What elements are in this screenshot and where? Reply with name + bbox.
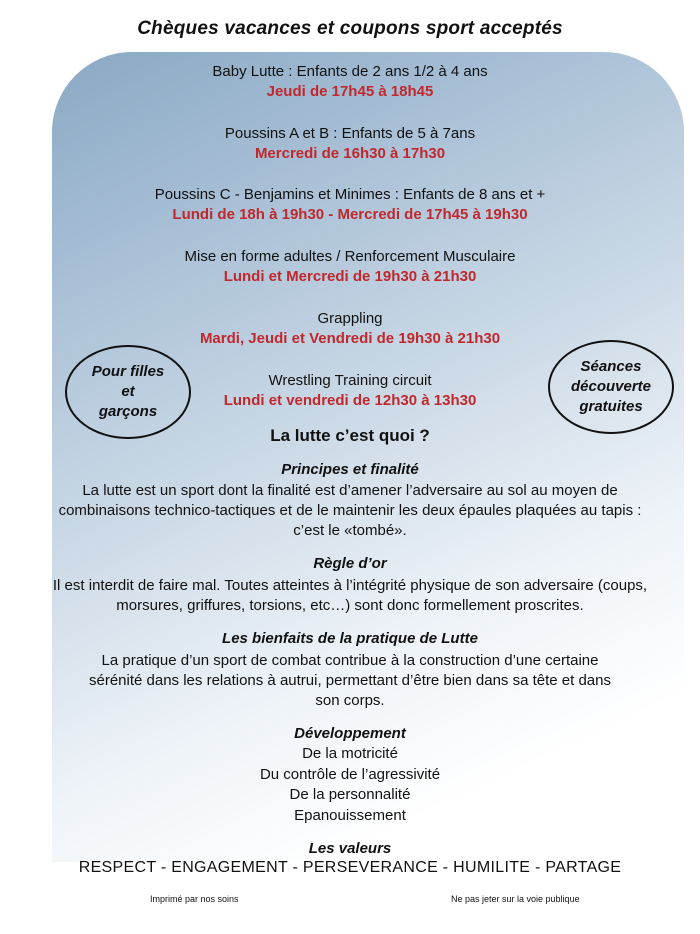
schedule-time: Lundi et Mercredi de 19h30 à 21h30: [223, 268, 477, 285]
footer-printed-note: Imprimé par nos soins: [150, 894, 239, 904]
schedule-item-adultes: [0, 247, 700, 287]
regle-text: Il est interdit de faire mal. Toutes atteintes à l’intégrité physique de son adversaire (coups, morsures, griffures, torsions, etc…) sont donc formellement proscrites.: [52, 577, 648, 614]
page-title: Chèques vacances et coupons sport acceptés: [137, 18, 563, 39]
schedule-time: Mardi, Jeudi et Vendredi de 19h30 à 21h30: [199, 330, 501, 347]
schedule-time: Mercredi de 16h30 à 17h30: [254, 145, 446, 162]
schedule-label: Grappling: [317, 310, 383, 327]
list-item: Du contrôle de l’agressivité: [259, 765, 441, 783]
schedule-label: Wrestling Training circuit: [268, 372, 432, 389]
schedule-item-poussins-ab: [0, 124, 700, 164]
bienfaits-title: Les bienfaits de la pratique de Lutte: [222, 630, 478, 647]
badge-text: Pour filles et garçons: [91, 363, 165, 420]
schedule-time: Lundi et vendredi de 12h30 à 13h30: [223, 392, 477, 409]
schedule-label: Poussins C - Benjamins et Minimes : Enfants de 8 ans et +: [154, 186, 546, 203]
valeurs-title: Les valeurs: [308, 840, 392, 857]
badge-text: Séances découverte gratuites: [570, 358, 652, 415]
list-item: De la personnalité: [289, 786, 411, 803]
section-heading: La lutte c’est quoi ?: [270, 426, 430, 445]
schedule-time: Lundi de 18h à 19h30 - Mercredi de 17h45 à 19h30: [172, 206, 528, 223]
list-item: De la motricité: [302, 745, 398, 762]
bienfaits-text: La pratique d’un sport de combat contribue à la construction d’une certaine sérénité dans les relations à autrui, permettant d’être bien dans sa tête et dans son corps.: [89, 652, 611, 709]
schedule-time: Jeudi de 17h45 à 18h45: [266, 83, 434, 100]
badge-filles-garcons: [65, 345, 191, 439]
principes-text: La lutte est un sport dont la finalité est d’amener l’adversaire au sol au moyen de combinaisons technico-tactiques et de le maintenir les deux épaules plaquées au tapis : c’est le «tombé».: [58, 482, 642, 539]
regle-title: Règle d’or: [313, 555, 387, 572]
schedule-label: Baby Lutte : Enfants de 2 ans 1/2 à 4 ans: [212, 63, 488, 80]
schedule-label: Mise en forme adultes / Renforcement Musculaire: [184, 248, 516, 265]
schedule-label: Poussins A et B : Enfants de 5 à 7ans: [224, 125, 476, 142]
badge-seances-gratuites: [548, 340, 674, 434]
valeurs-text: RESPECT - ENGAGEMENT - PERSEVERANCE - HUMILITE - PARTAGE: [78, 859, 622, 876]
schedule-item-poussins-c: [0, 185, 700, 225]
developpement-list: [0, 744, 700, 826]
footer-disposal-note: Ne pas jeter sur la voie publique: [451, 894, 580, 904]
developpement-title: Développement: [294, 725, 406, 742]
list-item: Epanouissement: [294, 806, 406, 824]
schedule-item-baby-lutte: [0, 62, 700, 102]
principes-title: Principes et finalité: [281, 461, 419, 478]
